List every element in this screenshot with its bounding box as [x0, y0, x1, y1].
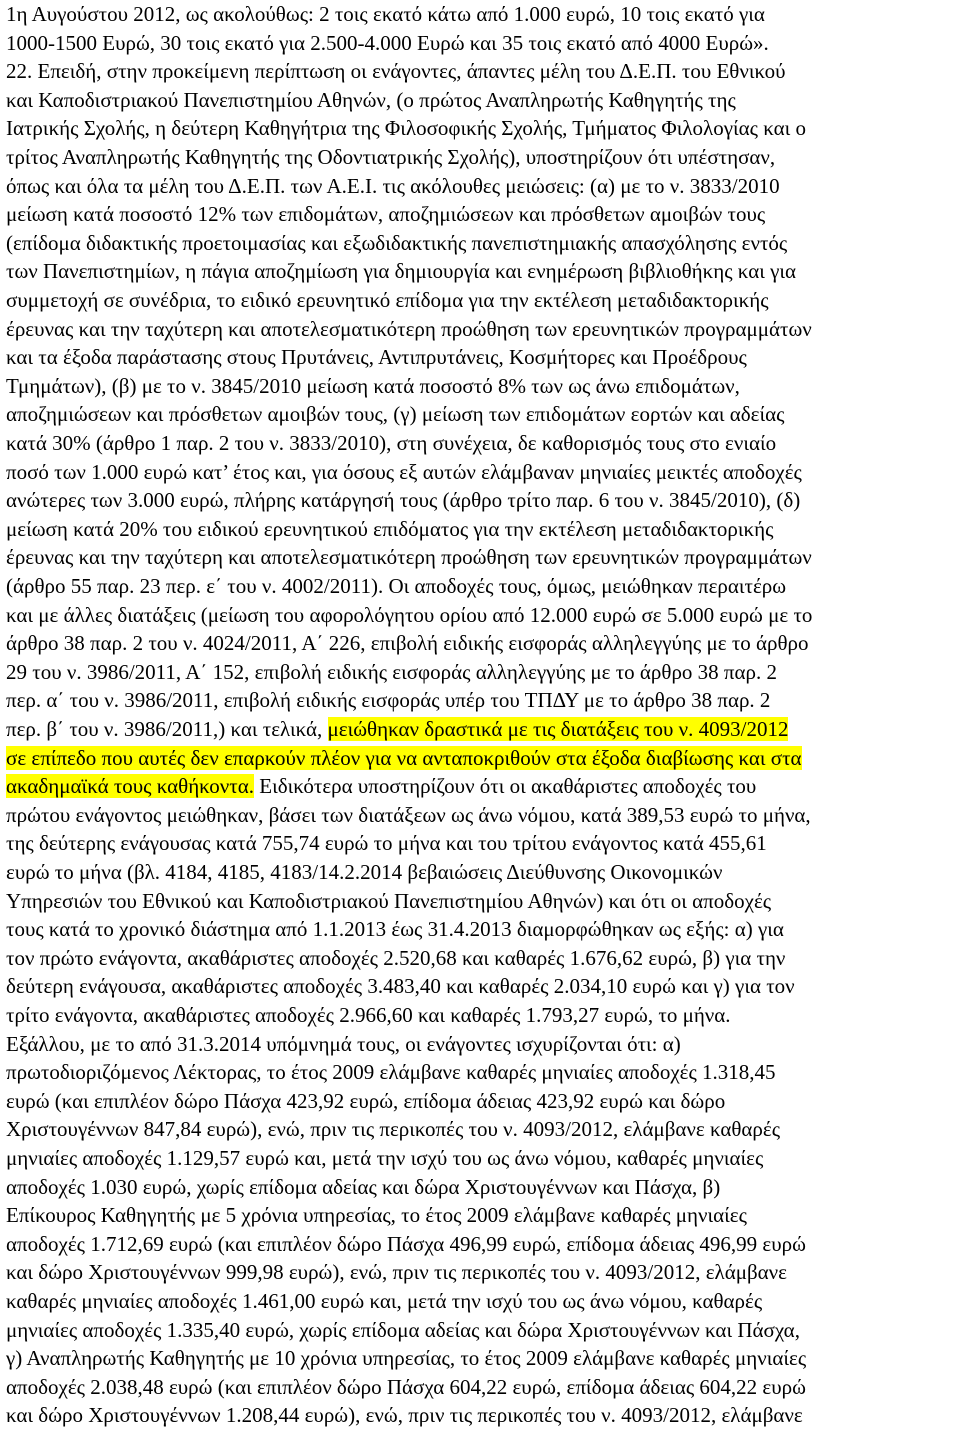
text-line: [6, 1258, 787, 1286]
text-run: περ. α΄ του ν. 3986/2011, επιβολή ειδικής εισφοράς υπέρ του ΤΠΔΥ με το άρθρο 38 παρ. 2: [6, 688, 771, 713]
text-line: [6, 1316, 800, 1344]
text-run: μηνιαίες αποδοχές 1.335,40 ευρώ, χωρίς επίδομα αδείας και δώρα Χριστουγέννων και Πάσχα,: [6, 1317, 800, 1342]
text-run: 22. Επειδή, στην προκείμενη περίπτωση οι ενάγοντες, άπαντες μέλη του Δ.Ε.Π. του Εθνικού: [6, 59, 786, 84]
text-line: [6, 972, 795, 1000]
text-line: [6, 1144, 763, 1172]
text-run: κατά 30% (άρθρο 1 παρ. 2 του ν. 3833/2010), στη συνέχεια, δε καθορισμός τους στο ενιαίο: [6, 431, 777, 455]
text-run: και Καποδιστριακού Πανεπιστημίου Αθηνών, (ο πρώτος Αναπληρωτής Καθηγητής της: [6, 87, 736, 112]
text-run: τον πρώτο ενάγοντα, ακαθάριστες αποδοχές 2.520,68 και καθαρές 1.676,62 ευρώ, β) για την: [6, 945, 786, 970]
text-run: της δεύτερης ενάγουσας κατά 755,74 ευρώ το μήνα και του τρίτου ενάγοντος κατά 455,61: [6, 831, 767, 856]
text-line: [6, 1030, 681, 1058]
text-run: δεύτερη ενάγουσα, ακαθάριστες αποδοχές 3.483,40 και καθαρές 2.034,10 ευρώ και γ) για τον: [6, 974, 795, 999]
text-run: καθαρές μηνιαίες αποδοχές 1.461,00 ευρώ και, μετά την ισχύ του ως άνω νόμου, καθαρές: [6, 1289, 763, 1313]
text-line: [6, 1373, 806, 1401]
text-run: ευρώ το μήνα (βλ. 4184, 4185, 4183/14.2.2014 βεβαιώσεις Διεύθυνσης Οικονομικών: [6, 860, 723, 884]
text-run: των Πανεπιστημίων, η πάγια αποζημίωση για δημιουργία και ενημέρωση βιβλιοθήκης και για: [6, 259, 797, 284]
highlighted-text: μειώθηκαν δραστικά με τις διατάξεις του ν. 4093/2012: [327, 717, 789, 741]
text-line: [6, 1344, 806, 1372]
text-run: και τα έξοδα παράστασης στους Πρυτάνεις, Αντιπρυτάνεις, Κοσμήτορες και Προέδρους: [6, 345, 747, 370]
text-line: [6, 944, 785, 972]
text-line: [6, 400, 784, 428]
text-run: 1000-1500 Ευρώ, 30 τοις εκατό για 2.500-4.000 Ευρώ και 35 τοις εκατό από 4000 Ευρώ».: [6, 30, 769, 55]
text-run: τρίτος Αναπληρωτής Καθηγητής της Οδοντιατρικής Σχολής), υποστηρίζουν ότι υπέστησαν,: [6, 145, 776, 169]
text-run: πρωτοδιοριζόμενος Λέκτορας, το έτος 2009 ελάμβανε καθαρές μηνιαίες αποδοχές 1.318,45: [6, 1060, 776, 1085]
text-run: έρευνας και την ταχύτερη και αποτελεσματικότερη προώθηση των ερευνητικών προγραμμάτων: [6, 316, 812, 341]
text-line: [6, 715, 788, 743]
text-line: [6, 315, 812, 343]
highlighted-text: ακαδημαϊκά τους καθήκοντα.: [6, 774, 254, 799]
text-run: ανώτερες των 3.000 ευρώ, πλήρης κατάργησή τους (άρθρο τρίτο παρ. 6 του ν. 3845/2010), (δ): [6, 488, 801, 513]
text-line: [6, 829, 767, 857]
text-line: [6, 1201, 747, 1229]
text-line: [6, 801, 811, 829]
text-line: [6, 1173, 720, 1201]
text-line: [6, 543, 812, 571]
text-run: και δώρο Χριστουγέννων 1.208,44 ευρώ), ενώ, πριν τις περικοπές του ν. 4093/2012, ελάμβανε: [6, 1403, 803, 1428]
text-line: [6, 286, 769, 314]
text-run: περ. β΄ του ν. 3986/2011,) και τελικά,: [6, 717, 328, 741]
text-line: [6, 686, 770, 714]
text-line: [6, 744, 802, 772]
text-line: [6, 572, 786, 600]
text-run: Τμημάτων), (β) με το ν. 3845/2010 μείωση κατά ποσοστό 8% των ως άνω επιδομάτων,: [6, 373, 740, 398]
text-run: τους κατά το χρονικό διάστημα από 1.1.2013 έως 31.4.2013 διαμορφώθηκαν ως εξής: α) για: [6, 917, 784, 942]
text-line: [6, 0, 765, 28]
text-run: μηνιαίες αποδοχές 1.129,57 ευρώ και, μετά την ισχύ του ως άνω νόμου, καθαρές μηνιαίες: [6, 1146, 764, 1170]
text-run: 29 του ν. 3986/2011, Α΄ 152, επιβολή ειδικής εισφοράς αλληλεγγύης με το άρθρο 38 παρ. 2: [6, 659, 778, 684]
text-line: [6, 1230, 806, 1258]
text-line: [6, 887, 771, 915]
text-run: συμμετοχή σε συνέδρια, το ειδικό ερευνητικό επίδομα για την εκτέλεση μεταδιδακτορικής: [6, 288, 769, 312]
text-run: και με άλλες διατάξεις (μείωση του αφορολόγητου ορίου από 12.000 ευρώ σε 5.000 ευρώ με το: [6, 602, 813, 627]
text-run: μείωση κατά 20% του ειδικού ερευνητικού επιδόματος για την εκτέλεση μεταδιδακτορικής: [6, 516, 774, 541]
text-line: [6, 86, 736, 114]
text-run: Επίκουρος Καθηγητής με 5 χρόνια υπηρεσίας, το έτος 2009 ελάμβανε καθαρές μηνιαίες: [6, 1203, 747, 1228]
text-run: (επίδομα διδακτικής προετοιμασίας και εξωδιδακτικής πανεπιστημιακής απασχόλησης εντός: [6, 230, 788, 255]
text-run: γ) Αναπληρωτής Καθηγητής με 10 χρόνια υπηρεσίας, το έτος 2009 ελάμβανε καθαρές μηνιαίες: [6, 1346, 807, 1371]
text-run: έρευνας και την ταχύτερη και αποτελεσματικότερη προώθηση των ερευνητικών προγραμμάτων: [6, 545, 812, 570]
text-line: [6, 486, 800, 514]
text-line: [6, 1058, 776, 1086]
text-run: αποδοχές 2.038,48 ευρώ (και επιπλέον δώρο Πάσχα 604,22 ευρώ, επίδομα άδειας 604,22 ευρώ: [6, 1374, 806, 1399]
text-run: αποδοχές 1.712,69 ευρώ (και επιπλέον δώρο Πάσχα 496,99 ευρώ, επίδομα άδειας 496,99 ευρώ: [6, 1231, 806, 1256]
text-line: [6, 57, 786, 85]
text-line: [6, 200, 765, 228]
text-line: [6, 1001, 731, 1029]
text-line: [6, 257, 796, 285]
text-line: [6, 458, 802, 486]
text-line: [6, 372, 740, 400]
text-line: [6, 143, 775, 171]
text-run: αποδοχές 1.030 ευρώ, χωρίς επίδομα αδείας και δώρα Χριστουγέννων και Πάσχα, β): [6, 1174, 721, 1199]
text-line: [6, 172, 780, 200]
text-run: (άρθρο 55 παρ. 23 περ. ε΄ του ν. 4002/2011). Οι αποδοχές τους, όμως, μειώθηκαν περαιτέρω: [6, 574, 787, 598]
text-run: μείωση κατά ποσοστό 12% των επιδομάτων, αποζημιώσεων και πρόσθετων αμοιβών τους: [6, 202, 766, 227]
text-run: Εξάλλου, με το από 31.3.2014 υπόμνημά τους, οι ενάγοντες ισχυρίζονται ότι: α): [6, 1031, 681, 1056]
text-line: [6, 29, 769, 57]
text-run: άρθρο 38 παρ. 2 του ν. 4024/2011, Α΄ 226, επιβολή ειδικής εισφοράς αλληλεγγύης με το άρθρο: [6, 631, 809, 656]
text-run: πρώτου ενάγοντος μειώθηκαν, βάσει των διατάξεων ως άνω νόμου, κατά 389,53 ευρώ το μήνα,: [6, 802, 811, 827]
text-run: ποσό των 1.000 ευρώ κατ’ έτος και, για όσους εξ αυτών ελάμβαναν μηνιαίες μεικτές αποδοχές: [6, 459, 802, 484]
highlighted-text: σε επίπεδο που αυτές δεν επαρκούν πλέον για να ανταποκριθούν στα έξοδα διαβίωσης και στα: [6, 745, 802, 770]
text-run: τρίτο ενάγοντα, ακαθάριστες αποδοχές 2.966,60 και καθαρές 1.793,27 ευρώ, το μήνα.: [6, 1003, 731, 1027]
text-line: [6, 343, 747, 371]
text-line: [6, 858, 723, 886]
text-line: [6, 772, 756, 800]
text-run: Υπηρεσιών του Εθνικού και Καποδιστριακού Πανεπιστημίου Αθηνών) και ότι οι αποδοχές: [6, 888, 772, 913]
text-line: [6, 1287, 762, 1315]
text-line: [6, 229, 787, 257]
text-line: [6, 429, 776, 457]
text-line: [6, 1401, 803, 1429]
text-line: [6, 1115, 780, 1143]
text-run: Ιατρικής Σχολής, η δεύτερη Καθηγήτρια της Φιλοσοφικής Σχολής, Τμήματος Φιλολογίας και ο: [6, 116, 806, 141]
text-run: ευρώ (και επιπλέον δώρο Πάσχα 423,92 ευρώ, επίδομα άδειας 423,92 ευρώ και δώρο: [6, 1088, 726, 1113]
text-run: 1η Αυγούστου 2012, ως ακολούθως: 2 τοις εκατό κάτω από 1.000 ευρώ, 10 τοις εκατό για: [6, 2, 765, 26]
text-line: [6, 114, 806, 142]
text-line: [6, 629, 809, 657]
text-line: [6, 915, 784, 943]
text-run: όπως και όλα τα μέλη του Δ.Ε.Π. των Α.Ε.Ι. τις ακόλουθες μειώσεις: (α) με το ν. 3833/2010: [6, 173, 780, 198]
text-line: [6, 658, 777, 686]
text-line: [6, 515, 773, 543]
text-run: αποζημιώσεων και πρόσθετων αμοιβών τους, (γ) μείωση των επιδομάτων εορτών και αδείας: [6, 402, 785, 427]
text-run: Ειδικότερα υποστηρίζουν ότι οι ακαθάριστες αποδοχές του: [254, 774, 757, 799]
text-run: Χριστουγέννων 847,84 ευρώ), ενώ, πριν τις περικοπές του ν. 4093/2012, ελάμβανε καθαρές: [6, 1117, 781, 1142]
text-line: [6, 1087, 725, 1115]
text-line: [6, 601, 812, 629]
text-run: και δώρο Χριστουγέννων 999,98 ευρώ), ενώ, πριν τις περικοπές του ν. 4093/2012, ελάμβανε: [6, 1260, 787, 1285]
